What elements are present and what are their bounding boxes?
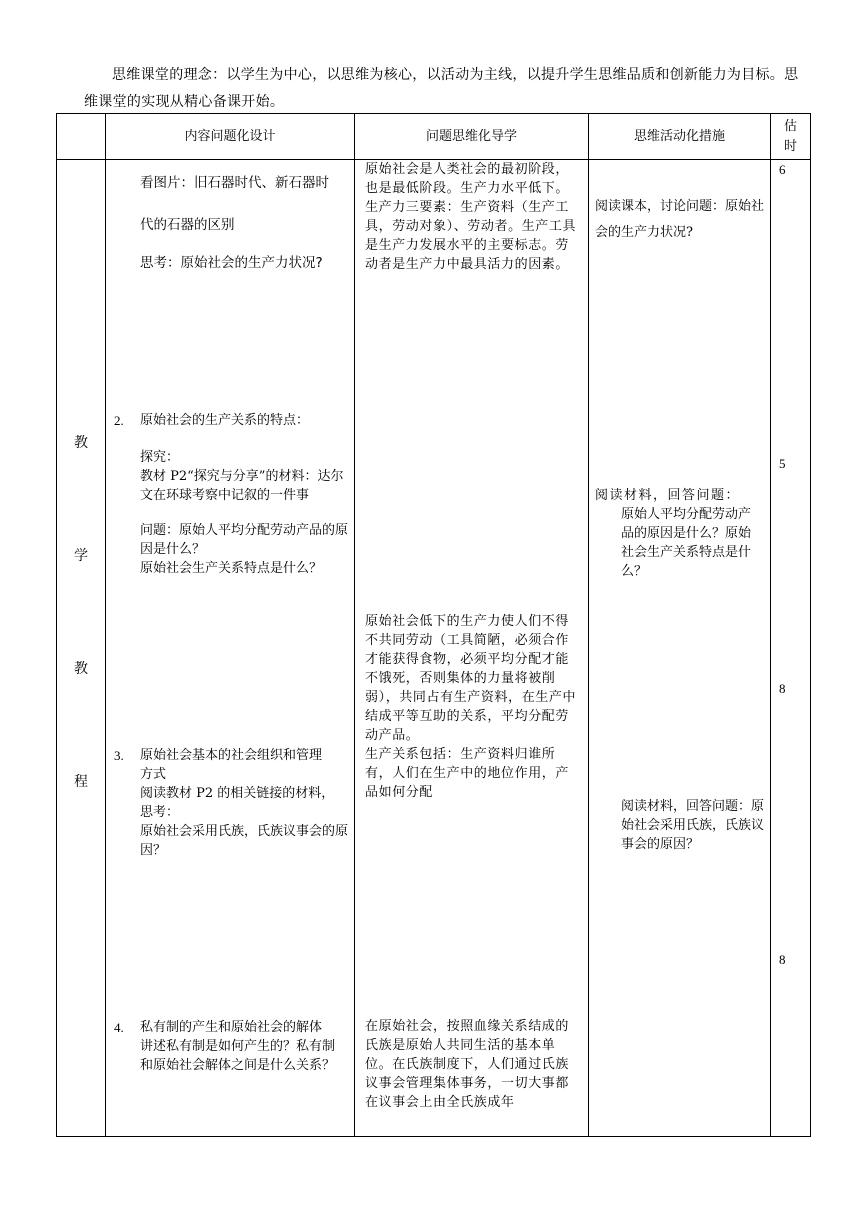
item1-line3: 思考：原始社会的生产力状况? [140, 255, 323, 271]
item3-read: 阅读教材 P2 的相关链接的材料，思考： [140, 786, 335, 820]
header-content-design: 内容问题化设计 [106, 114, 355, 160]
item2-number: 2. [114, 413, 124, 428]
table-header-row [57, 114, 811, 160]
header-blank [57, 114, 106, 160]
guide-block-2 [365, 612, 581, 802]
activity-3 [621, 797, 767, 854]
activity-1-text: 阅读课本，讨论问题：原始社会的生产力状况? [595, 199, 765, 240]
activity-1 [595, 194, 767, 246]
item4-number: 4. [114, 1020, 124, 1035]
item4-question: 讲述私有制是如何产生的？私有制和原始社会解体之间是什么关系？ [140, 1039, 336, 1073]
time-3: 8 [779, 681, 786, 696]
header-guided-learning: 问题思维化导学 [355, 114, 589, 160]
side-char-4: 程 [74, 774, 88, 790]
item1-line1: 看图片：旧石器时代、新石器时 [140, 175, 329, 191]
item2-question: 问题：原始人平均分配劳动产品的原因是什么？ [140, 523, 349, 557]
content-design-cell [106, 160, 355, 1137]
item3-question: 原始社会采用氏族，氏族议事会的原因？ [140, 824, 349, 858]
guide-p1: 原始社会是人类社会的最初阶段，也是最低阶段。生产力水平低下。 [365, 162, 570, 196]
item2-explore: 探究： [140, 450, 180, 465]
side-char-3: 教 [74, 661, 88, 677]
item2-question2: 原始社会生产关系特点是什么？ [140, 561, 323, 576]
table-body-row [57, 160, 811, 1137]
item3-number: 3. [114, 748, 124, 763]
side-label-cell [57, 160, 106, 1137]
item3-title: 原始社会基本的社会组织和管理方式 [140, 748, 323, 782]
activity-2-lead: 阅读材料，回答问题： [595, 488, 741, 503]
side-char-1: 教 [74, 435, 88, 451]
item2-material: 教材 P2“探究与分享”的材料：达尔文在环球考察中记叙的一件事 [140, 469, 344, 503]
lesson-plan-table [56, 113, 811, 1137]
side-char-2: 学 [74, 548, 88, 564]
item2-block [140, 411, 350, 578]
item1-line2: 代的石器的区别 [140, 217, 235, 233]
guide-p3: 原始社会低下的生产力使人们不得不共同劳动（工具简陋，必须合作才能获得食物，必须平均分配才能不饿死，否则集体的力量将被削弱），共同占有生产资料，在生产中结成平等互助的关系，平均分配劳动产品。 [365, 614, 577, 743]
item1-block [140, 174, 350, 273]
item4-block [140, 1018, 345, 1075]
time-estimate-cell [771, 160, 811, 1137]
guide-p5: 在原始社会，按照血缘关系结成的氏族是原始人共同生活的基本单位。在氏族制度下，人们通过氏族议事会管理集体事务，一切大事都在议事会上由全氏族成年 [365, 1019, 570, 1110]
intro-paragraph: 思维课堂的理念：以学生为中心，以思维为核心，以活动为主线，以提升学生思维品质和创新能力为目标。思维课堂的实现从精心备课开始。 [84, 67, 799, 110]
header-time-estimate [771, 114, 811, 160]
header-time-text: 估时 [783, 118, 797, 154]
activity-2 [595, 486, 767, 581]
activity-cell [589, 160, 771, 1137]
time-4: 8 [779, 952, 786, 967]
item4-title: 私有制的产生和原始社会的解体 [140, 1020, 323, 1035]
guide-p4: 生产关系包括：生产资料归谁所有，人们在生产中的地位作用，产品如何分配 [365, 747, 570, 800]
guide-block-3 [365, 1017, 581, 1112]
item3-block [140, 746, 350, 860]
guide-p2: 生产力三要素：生产资料（生产工具，劳动对象）、劳动者。生产工具是生产力发展水平的主要标志。劳动者是生产力中最具活力的因素。 [365, 200, 577, 272]
guided-learning-cell [355, 160, 589, 1137]
time-1: 6 [779, 162, 786, 177]
time-2: 5 [779, 456, 786, 471]
activity-2-body: 原始人平均分配劳动产品的原因是什么？原始社会生产关系特点是什么？ [621, 507, 752, 579]
header-activity-measures: 思维活动化措施 [589, 114, 771, 160]
item2-title: 原始社会的生产关系的特点： [140, 413, 310, 428]
activity-3-text: 阅读材料，回答问题：原始社会采用氏族，氏族议事会的原因？ [621, 799, 765, 852]
guide-block-1 [365, 160, 581, 274]
